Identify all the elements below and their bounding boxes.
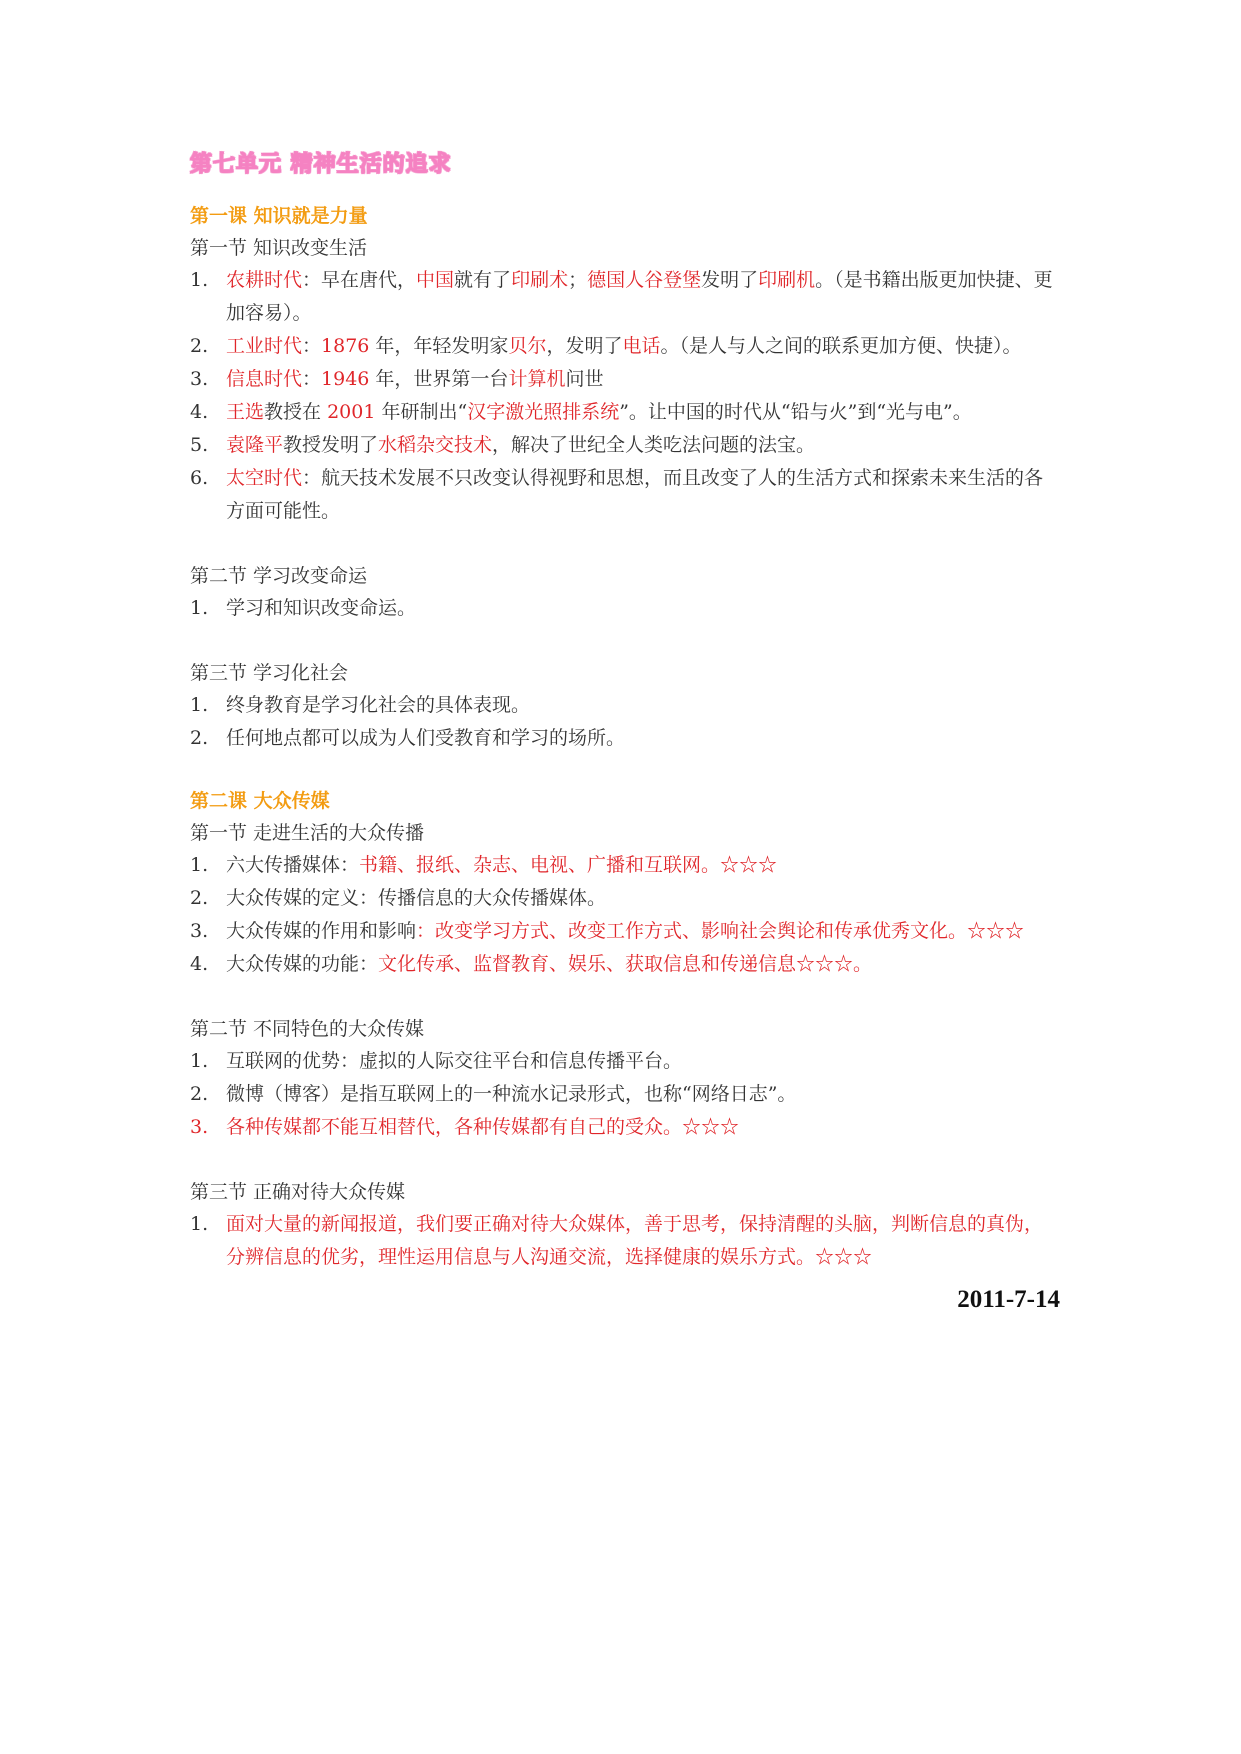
list-number: 1.	[190, 694, 209, 716]
list-text: 信息时代：1946 年，世界第一台计算机问世	[226, 368, 604, 390]
list-number: 1.	[190, 1050, 209, 1072]
list-item	[190, 330, 1060, 363]
list-item	[190, 882, 1060, 915]
list-text: 面对大量的新闻报道，我们要正确对待大众媒体，善于思考，保持清醒的头脑，判断信息的真伪，分辨信息的优劣，理性运用信息与人沟通交流，选择健康的娱乐方式。☆☆☆	[226, 1213, 1044, 1268]
list-item	[190, 849, 1060, 882]
list-item	[190, 396, 1060, 429]
list-text: 大众传媒的定义：传播信息的大众传播媒体。	[226, 887, 607, 909]
list-text: 王选教授在 2001 年研制出“汉字激光照排系统”。让中国的时代从“铅与火”到“光与电”。	[226, 401, 972, 423]
lesson-2-section-3-title: 第三节 正确对待大众传媒	[190, 1181, 406, 1203]
list-number: 1.	[190, 597, 209, 619]
list-item	[190, 722, 1060, 755]
list-number: 1.	[190, 854, 209, 876]
document-page	[190, 150, 1060, 1314]
list-number: 6.	[190, 467, 209, 489]
list-text: 互联网的优势：虚拟的人际交往平台和信息传播平台。	[226, 1050, 683, 1072]
list-text: 工业时代：1876 年，年轻发明家贝尔，发明了电话。（是人与人之间的联系更加方便、快捷）。	[226, 335, 1022, 357]
list-number: 3.	[190, 368, 209, 390]
list-item	[190, 1078, 1060, 1111]
list-number: 2.	[190, 335, 209, 357]
list-number: 1.	[190, 1213, 209, 1235]
list-number: 2.	[190, 727, 209, 749]
list-item	[190, 1045, 1060, 1078]
lesson-2-section-1-title: 第一节 走进生活的大众传播	[190, 822, 425, 844]
list-text: 六大传播媒体：书籍、报纸、杂志、电视、广播和互联网。☆☆☆	[226, 854, 778, 876]
list-item	[190, 363, 1060, 396]
lesson-1-section-3-title: 第三节 学习化社会	[190, 662, 349, 684]
list-text: 微博（博客）是指互联网上的一种流水记录形式，也称“网络日志”。	[226, 1083, 797, 1105]
list-number: 3.	[190, 1116, 209, 1138]
list-number: 5.	[190, 434, 209, 456]
list-number: 3.	[190, 920, 209, 942]
list-number: 2.	[190, 1083, 209, 1105]
list-text: 终身教育是学习化社会的具体表现。	[226, 694, 531, 716]
list-number: 4.	[190, 953, 209, 975]
list-item	[190, 462, 1060, 528]
list-number: 4.	[190, 401, 209, 423]
list-text: 大众传媒的作用和影响：改变学习方式、改变工作方式、影响社会舆论和传承优秀文化。☆☆☆	[226, 920, 1025, 942]
list-text: 学习和知识改变命运。	[226, 597, 417, 619]
document-date: 2011-7-14	[957, 1286, 1060, 1313]
list-item	[190, 264, 1060, 330]
lesson-2-section-2-title: 第二节 不同特色的大众传媒	[190, 1018, 425, 1040]
unit-title: 第七单元 精神生活的追求	[190, 152, 452, 177]
list-item	[190, 915, 1060, 948]
lesson-1-section-2-title: 第二节 学习改变命运	[190, 565, 368, 587]
list-text: 任何地点都可以成为人们受教育和学习的场所。	[226, 727, 626, 749]
lesson-1-section-1-title: 第一节 知识改变生活	[190, 237, 368, 259]
list-number: 1.	[190, 269, 209, 291]
list-item	[190, 429, 1060, 462]
list-text: 大众传媒的功能：文化传承、监督教育、娱乐、获取信息和传递信息☆☆☆。	[226, 953, 873, 975]
list-text: 太空时代：航天技术发展不只改变认得视野和思想，而且改变了人的生活方式和探索未来生活的各方面可能性。	[226, 467, 1044, 522]
list-item	[190, 592, 1060, 625]
lesson-2-title: 第二课 大众传媒	[190, 790, 330, 812]
list-text: 袁隆平教授发明了水稻杂交技术，解决了世纪全人类吃法问题的法宝。	[226, 434, 816, 456]
list-item	[190, 948, 1060, 981]
list-item	[190, 689, 1060, 722]
list-item	[190, 1208, 1060, 1274]
list-text: 各种传媒都不能互相替代，各种传媒都有自己的受众。☆☆☆	[226, 1116, 740, 1138]
list-text: 农耕时代：早在唐代，中国就有了印刷术；德国人谷登堡发明了印刷机。（是书籍出版更加快捷、更加容易）。	[226, 269, 1053, 324]
lesson-1-title: 第一课 知识就是力量	[190, 205, 368, 227]
list-number: 2.	[190, 887, 209, 909]
list-item	[190, 1111, 1060, 1144]
